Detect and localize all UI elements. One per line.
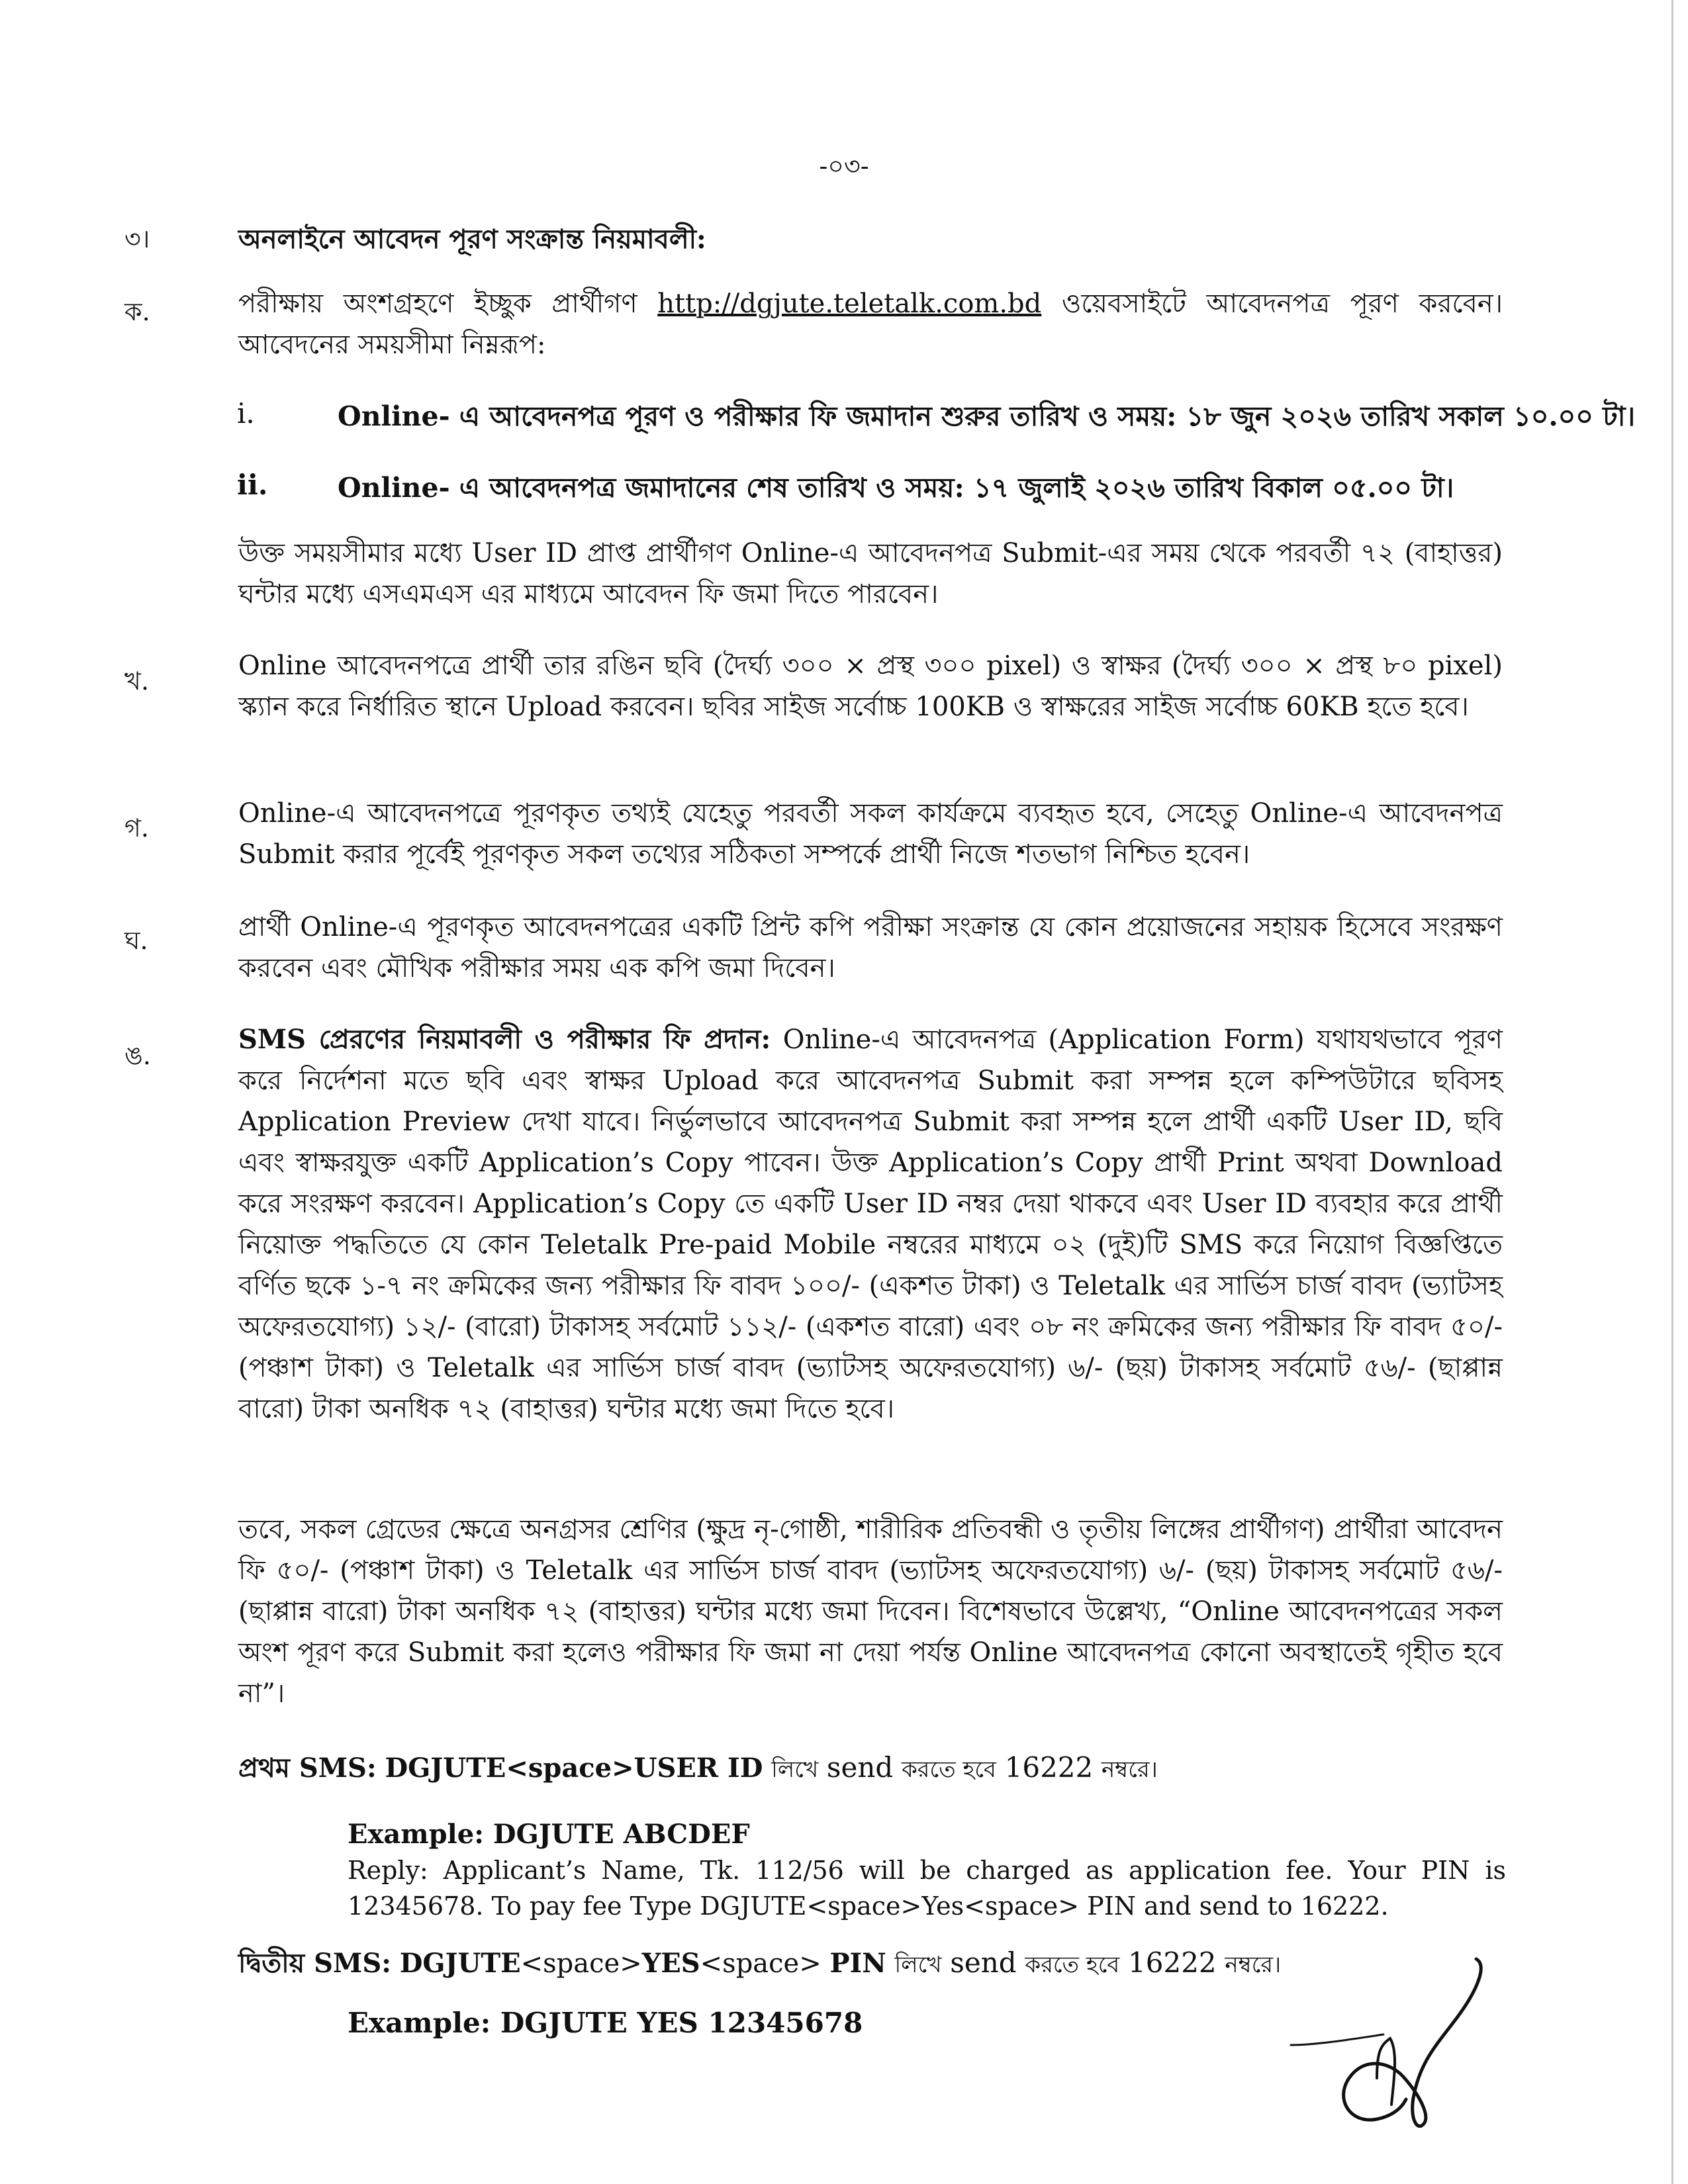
second-sms-example-label: Example: DGJUTE YES 12345678	[348, 2007, 863, 2039]
second-sms-suffix-a: লিখে	[894, 1952, 942, 1978]
second-sms-space-b: <space>	[700, 1948, 821, 1979]
second-sms-instruction	[238, 1942, 1281, 1987]
first-sms-example	[348, 1817, 1506, 1924]
date-item-1-text: Online- এ আবেদনপত্র পূরণ ও পরীক্ষার ফি জমাদান শুরুর তারিখ ও সময়: ১৮ জুন ২০২৬ তারিখ সকাল ১০.০০ টা।	[338, 400, 1636, 432]
section-title: অনলাইনে আবেদন পূরণ সংক্রান্ত নিয়মাবলী:	[238, 224, 706, 255]
first-sms-number: 16222	[1004, 1751, 1094, 1784]
second-sms-number: 16222	[1128, 1946, 1217, 1979]
item-gha-marker: ঘ.	[124, 926, 148, 955]
item-ga-text: Online-এ আবেদনপত্রে পূরণকৃত তথ্যই যেহেতু পরবর্তী সকল কার্যক্রমে ব্যবহৃত হবে, সেহেতু Online-এ আবেদনপত্র Submit করার পূর্বেই পূরণকৃত সকল তথ্যের সঠিকতা সম্পর্কে প্রার্থী নিজে শতভাগ নিশ্চিত হবেন।	[238, 798, 1503, 870]
date-item-2-numeral: ii.	[237, 469, 268, 501]
first-sms-code: DGJUTE<space>USER ID	[385, 1752, 763, 1784]
first-sms-suffix-c: নম্বরে।	[1101, 1756, 1158, 1783]
item-ka-text-before: পরীক্ষায় অংশগ্রহণে ইচ্ছুক প্রার্থীগণ	[238, 289, 637, 319]
second-sms-suffix-c: নম্বরে।	[1225, 1952, 1282, 1978]
item-ka-text-after: ওয়েবসাইটে আবেদনপত্র পূরণ করবেন। আবেদনের সময়সীমা নিম্নরূপ:	[238, 289, 1503, 360]
second-sms-space-a: <space>	[520, 1948, 642, 1979]
second-sms-code-c: PIN	[829, 1948, 886, 1979]
second-sms-code-b: YES	[641, 1948, 700, 1979]
date-item-1-numeral: i.	[237, 397, 255, 430]
item-uma-text	[238, 1019, 1503, 1430]
item-kha-marker: খ.	[124, 666, 150, 696]
item-ga-marker: গ.	[124, 813, 149, 842]
first-sms-suffix-b: করতে হবে	[902, 1756, 996, 1783]
first-sms-instruction	[238, 1747, 1158, 1792]
item-uma-marker: ঙ.	[124, 1041, 151, 1070]
page-number: -০৩-	[819, 152, 869, 181]
item-ka-note: উক্ত সময়সীমার মধ্যে User ID প্রাপ্ত প্রার্থীগণ Online-এ আবেদনপত্র Submit-এর সময় থেকে পরবর্তী ৭২ (বাহাত্তর) ঘন্টার মধ্যে এসএমএস এর মাধ্যমে আবেদন ফি জমা দিতে পারবেন।	[238, 538, 1503, 610]
first-sms-suffix-a: লিখে	[771, 1756, 819, 1783]
first-sms-reply: Reply: Applicant’s Name, Tk. 112/56 will be charged as application fee. Your PIN is 12345678. To pay fee Type DGJUTE<space>Yes<space> PIN and send to 16222.	[348, 1856, 1506, 1921]
signature-mark	[1278, 1946, 1496, 2144]
item-ka-marker: ক.	[124, 297, 150, 326]
section-number: ৩।	[124, 224, 150, 253]
page-edge-line	[1671, 0, 1673, 2184]
second-sms-suffix-b: করতে হবে	[1025, 1952, 1120, 1978]
website-link[interactable]: http://dgjute.teletalk.com.bd	[657, 289, 1042, 319]
item-kha-text: Online আবেদনপত্রে প্রার্থী তার রঙিন ছবি (দৈর্ঘ্য ৩০০ × প্রস্থ ৩০০ pixel) ও স্বাক্ষর (দৈর্ঘ্য ৩০০ × প্রস্থ ৮০ pixel) স্ক্যান করে নির্ধারিত স্থানে Upload করবেন। ছবির সাইজ সর্বোচ্চ 100KB ও স্বাক্ষরের সাইজ সর্বোচ্চ 60KB হতে হবে।	[238, 651, 1503, 722]
item-uma-heading: SMS প্রেরণের নিয়মাবলী ও পরীক্ষার ফি প্রদান:	[238, 1024, 771, 1055]
date-item-2-text: Online- এ আবেদনপত্র জমাদানের শেষ তারিখ ও সময়: ১৭ জুলাই ২০২৬ তারিখ বিকাল ০৫.০০ টা।	[338, 472, 1454, 504]
item-uma-extra: তবে, সকল গ্রেডের ক্ষেত্রে অনগ্রসর শ্রেণির (ক্ষুদ্র নৃ-গোষ্ঠী, শারীরিক প্রতিবন্ধী ও তৃতীয় লিঙ্গের প্রার্থীগণ) প্রার্থীরা আবেদন ফি ৫০/- (পঞ্চাশ টাকা) ও Teletalk এর সার্ভিস চার্জ বাবদ (ভ্যাটসহ অফেরতযোগ্য) ৬/- (ছয়) টাকাসহ সর্বমোট ৫৬/- (ছাপ্পান্ন বারো) টাকা অনধিক ৭২ (বাহাত্তর) ঘন্টার মধ্যে জমা দিবেন। বিশেষভাবে উল্লেখ্য, “Online আবেদনপত্রের সকল অংশ পূরণ করে Submit করা হলেও পরীক্ষার ফি জমা না দেয়া পর্যন্ত Online আবেদনপত্র কোনো অবস্থাতেই গৃহীত হবে না”।	[238, 1514, 1503, 1709]
second-sms-send: send	[950, 1946, 1017, 1979]
second-sms-code-a: DGJUTE	[399, 1948, 521, 1979]
first-sms-prefix: প্রথম SMS:	[238, 1752, 377, 1784]
item-ka-text	[238, 283, 1503, 365]
first-sms-example-label: Example: DGJUTE ABCDEF	[348, 1819, 750, 1850]
item-uma-body: Online-এ আবেদনপত্র (Application Form) যথাযথভাবে পূরণ করে নির্দেশনা মতে ছবি এবং স্বাক্ষর Upload করে আবেদনপত্র Submit করা সম্পন্ন হলে কম্পিউটারে ছবিসহ Application Preview দেখা যাবে। নির্ভুলভাবে আবেদনপত্র Submit করা সম্পন্ন হলে প্রার্থী একটি User ID, ছবি এবং স্বাক্ষরযুক্ত একটি Application’s Copy পাবেন। উক্ত Application’s Copy প্রার্থী Print অথবা Download করে সংরক্ষণ করবেন। Application’s Copy তে একটি User ID নম্বর দেয়া থাকবে এবং User ID ব্যবহার করে প্রার্থী নিয়োক্ত পদ্ধতিতে যে কোন Teletalk Pre-paid Mobile নম্বরের মাধ্যমে ০২ (দুই)টি SMS করে নিয়োগ বিজ্ঞপ্তিতে বর্ণিত ছকে ১-৭ নং ক্রমিকের জন্য পরীক্ষার ফি বাবদ ১০০/- (একশত টাকা) ও Teletalk এর সার্ভিস চার্জ বাবদ (ভ্যাটসহ অফেরতযোগ্য) ১২/- (বারো) টাকাসহ সর্বমোট ১১২/- (একশত বারো) এবং ০৮ নং ক্রমিকের জন্য পরীক্ষার ফি বাবদ ৫০/- (পঞ্চাশ টাকা) ও Teletalk এর সার্ভিস চার্জ বাবদ (ভ্যাটসহ অফেরতযোগ্য) ৬/- (ছয়) টাকাসহ সর্বমোট ৫৬/- (ছাপ্পান্ন বারো) টাকা অনধিক ৭২ (বাহাত্তর) ঘন্টার মধ্যে জমা দিতে হবে।	[238, 1024, 1503, 1424]
first-sms-send: send	[826, 1751, 894, 1784]
item-gha-text: প্রার্থী Online-এ পূরণকৃত আবেদনপত্রের একটি প্রিন্ট কপি পরীক্ষা সংক্রান্ত যে কোন প্রয়োজনের সহায়ক হিসেবে সংরক্ষণ করবেন এবং মৌখিক পরীক্ষার সময় এক কপি জমা দিবেন।	[238, 912, 1503, 983]
second-sms-prefix: দ্বিতীয় SMS:	[238, 1948, 391, 1979]
